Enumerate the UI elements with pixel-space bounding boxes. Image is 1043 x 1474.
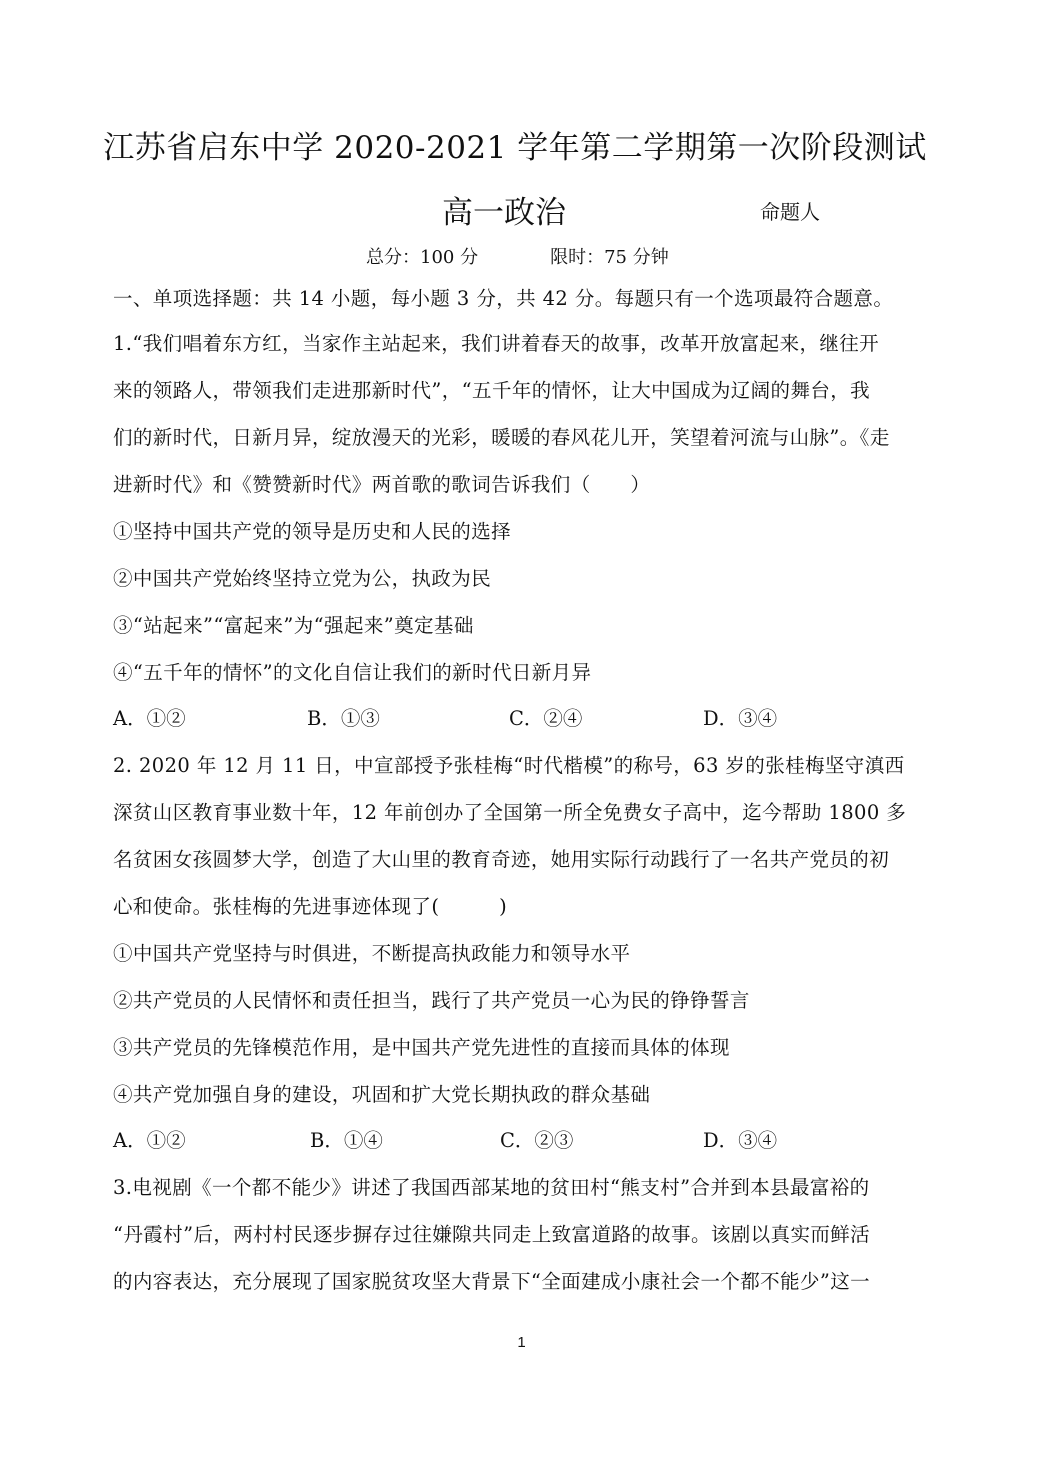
exam-subject: 高一政治 [442, 195, 566, 231]
option-b: B．①④ [310, 1129, 383, 1152]
question-2-stem-line: 心和使命。张桂梅的先进事迹体现了( ) [113, 895, 508, 918]
question-1-stem-line: 们的新时代，日新月异，绽放漫天的光彩，暖暖的春风花儿开，笑望着河流与山脉”。《走 [113, 426, 890, 449]
question-1-stem-line: 1.“我们唱着东方红，当家作主站起来，我们讲着春天的故事，改革开放富起来，继往开 [113, 332, 880, 355]
section-heading: 一、单项选择题：共 14 小题，每小题 3 分，共 42 分。每题只有一个选项最符合题意。 [113, 287, 894, 310]
exam-title: 江苏省启东中学 2020-2021 学年第二学期第一次阶段测试 [103, 130, 927, 166]
question-3-stem-line: 3.电视剧《一个都不能少》讲述了我国西部某地的贫田村“熊支村”合并到本县最富裕的 [113, 1176, 870, 1199]
question-2-options [113, 1125, 933, 1155]
page-number: 1 [517, 1334, 526, 1351]
question-1-statement: ②中国共产党始终坚持立党为公，执政为民 [113, 567, 492, 590]
question-1-statement: ④“五千年的情怀”的文化自信让我们的新时代日新月异 [113, 661, 592, 684]
question-1-statement: ③“站起来”“富起来”为“强起来”奠定基础 [113, 614, 474, 637]
author-label: 命题人 [760, 200, 820, 224]
question-2-stem-line: 名贫困女孩圆梦大学，创造了大山里的教育奇迹，她用实际行动践行了一名共产党员的初 [113, 848, 890, 871]
question-2-statement: ③共产党员的先锋模范作用，是中国共产党先进性的直接而具体的体现 [113, 1036, 730, 1059]
question-2-statement: ①中国共产党坚持与时俱进，不断提高执政能力和领导水平 [113, 942, 631, 965]
option-c: C．②③ [500, 1129, 574, 1152]
question-2-statement: ②共产党员的人民情怀和责任担当，践行了共产党员一心为民的铮铮誓言 [113, 989, 750, 1012]
option-d: D．③④ [703, 1129, 778, 1152]
question-1-options [113, 703, 933, 733]
option-a: A．①② [113, 1129, 186, 1152]
question-2-stem-line: 深贫山区教育事业数十年，12 年前创办了全国第一所全免费女子高中，迄今帮助 1800 多 [113, 801, 907, 824]
option-a: A．①② [113, 707, 186, 730]
option-b: B．①③ [307, 707, 380, 730]
question-1-stem-line: 来的领路人，带领我们走进那新时代”，“五千年的情怀，让大中国成为辽阔的舞台，我 [113, 379, 871, 402]
option-c: C．②④ [509, 707, 583, 730]
option-d: D．③④ [703, 707, 778, 730]
question-1-stem-line: 进新时代》和《赞赞新时代》两首歌的歌词告诉我们（ ） [113, 473, 651, 496]
question-2-stem-line: 2. 2020 年 12 月 11 日，中宣部授予张桂梅“时代楷模”的称号，63 岁的张桂梅坚守滇西 [113, 754, 905, 777]
exam-meta [366, 243, 669, 269]
total-score: 总分：100 分 [366, 247, 479, 268]
question-3-stem-line: “丹霞村”后，两村村民逐步摒存过往嫌隙共同走上致富道路的故事。该剧以真实而鲜活 [113, 1223, 871, 1246]
question-1-statement: ①坚持中国共产党的领导是历史和人民的选择 [113, 520, 512, 543]
time-limit: 限时：75 分钟 [550, 247, 669, 268]
question-2-statement: ④共产党加强自身的建设，巩固和扩大党长期执政的群众基础 [113, 1083, 651, 1106]
question-3-stem-line: 的内容表达，充分展现了国家脱贫攻坚大背景下“全面建成小康社会一个都不能少”这一 [113, 1270, 871, 1293]
